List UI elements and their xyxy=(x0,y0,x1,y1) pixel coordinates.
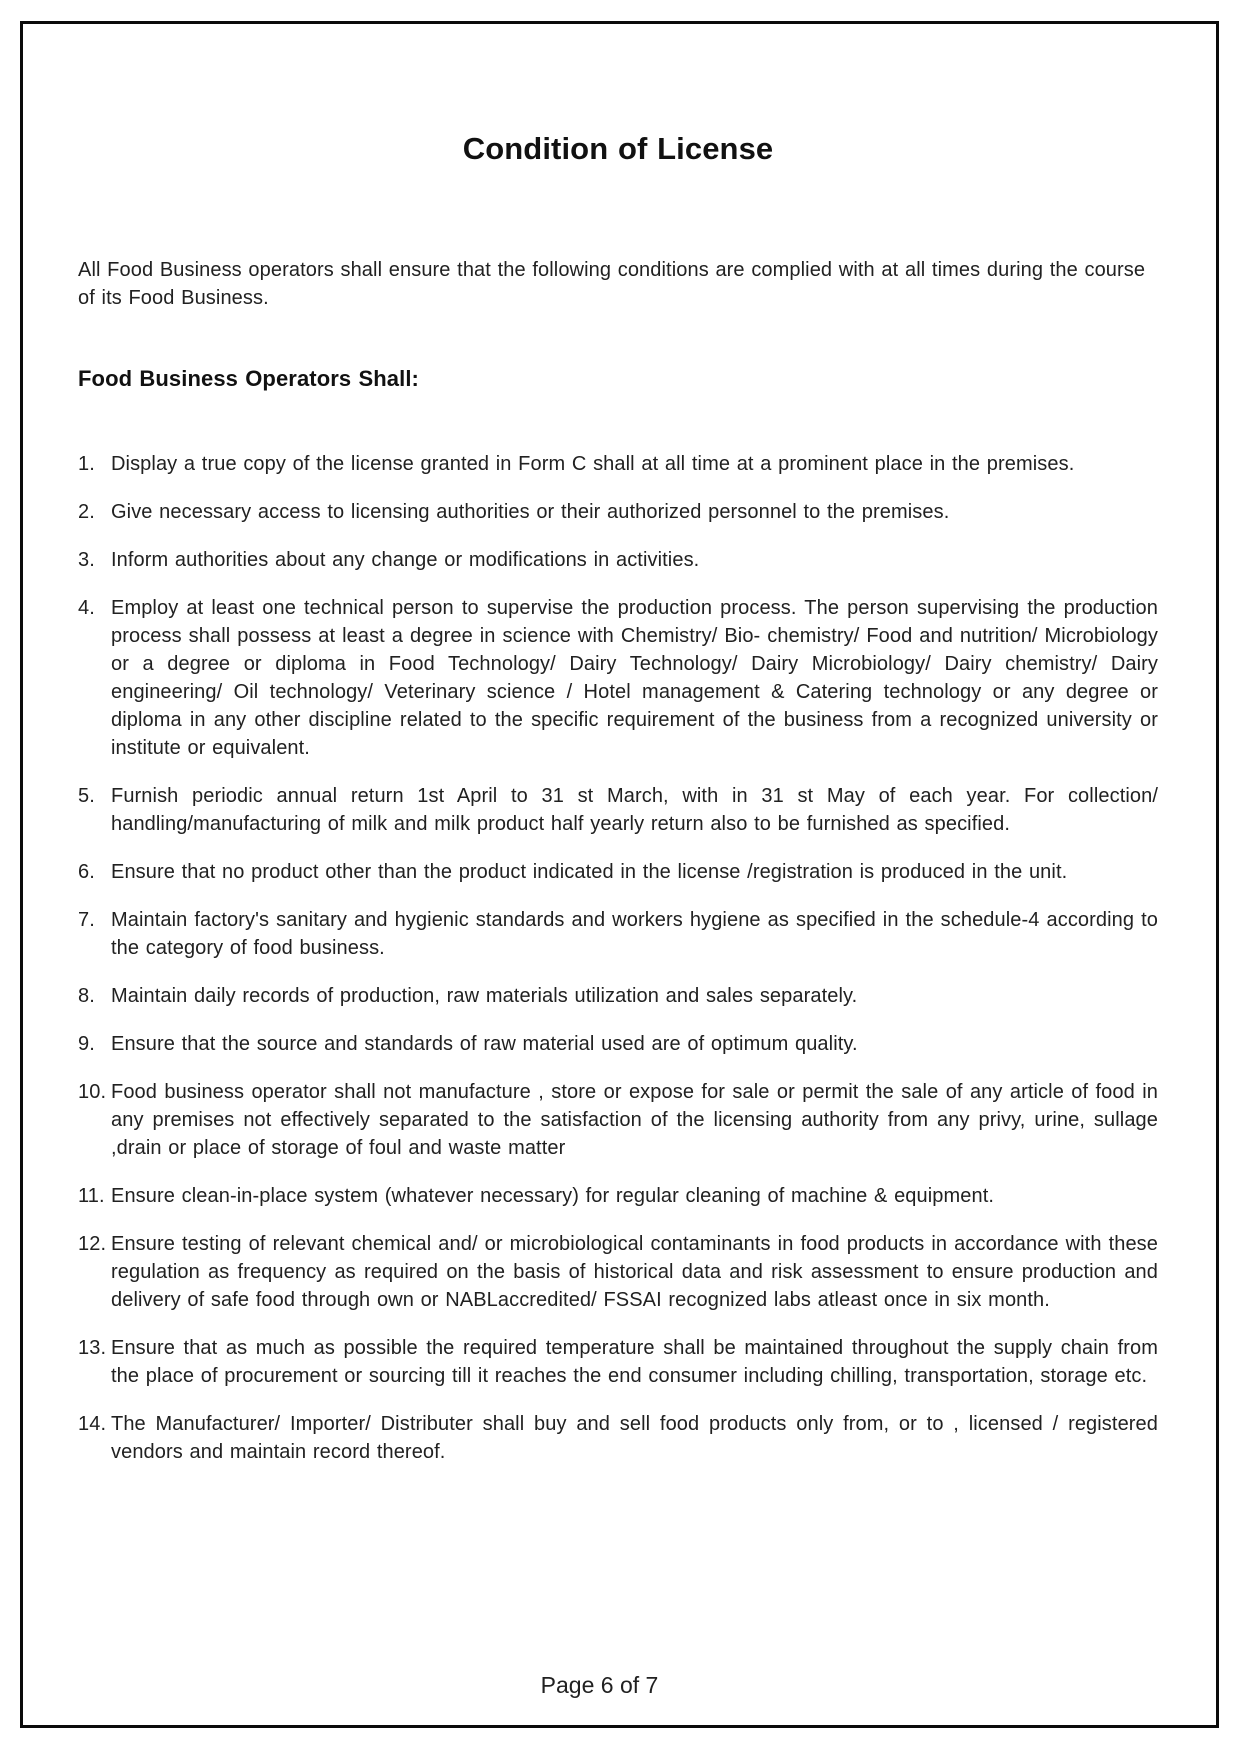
condition-item xyxy=(78,782,1158,838)
item-number xyxy=(78,1334,111,1390)
condition-item xyxy=(78,1078,1158,1162)
item-text: Ensure that the source and standards of raw material used are of optimum quality. xyxy=(111,1033,858,1055)
page-title: Condition of License xyxy=(462,131,774,166)
item-text: Ensure clean-in-place system (whatever necessary) for regular cleaning of machine & equipment. xyxy=(111,1185,995,1207)
condition-item xyxy=(78,1030,1158,1058)
item-text: Display a true copy of the license granted in Form C shall at all time at a prominent place in the premises. xyxy=(111,453,1075,475)
intro-paragraph: All Food Business operators shall ensure that the following conditions are complied with at all times during the course of its Food Business. xyxy=(78,259,1146,309)
item-number xyxy=(78,782,111,838)
item-text: Food business operator shall not manufacture , store or expose for sale or permit the sale of any article of food in any premises not effectively separated to the satisfaction of the licensing authority from any privy, urine, sullage ,drain or place of storage of foul and waste matter xyxy=(111,1081,1158,1159)
condition-item xyxy=(78,1230,1158,1314)
item-number xyxy=(78,906,111,962)
item-number xyxy=(78,498,111,526)
item-number xyxy=(78,858,111,886)
condition-item xyxy=(78,982,1158,1010)
item-number xyxy=(78,546,111,574)
item-number xyxy=(78,1182,111,1210)
item-text: Maintain factory's sanitary and hygienic standards and workers hygiene as specified in the schedule-4 according to the category of food business. xyxy=(111,909,1158,959)
item-text: Ensure that no product other than the product indicated in the license /registration is produced in the unit. xyxy=(111,861,1068,883)
item-text: The Manufacturer/ Importer/ Distributer shall buy and sell food products only from, or to , licensed / registered vendors and maintain record thereof. xyxy=(111,1413,1158,1463)
condition-item xyxy=(78,858,1158,886)
page-number: Page 6 of 7 xyxy=(540,1672,659,1698)
condition-item xyxy=(78,1410,1158,1466)
condition-item xyxy=(78,450,1158,478)
document-content xyxy=(78,0,1158,1486)
condition-item xyxy=(78,906,1158,962)
item-number xyxy=(78,1230,111,1314)
section-heading: Food Business Operators Shall: xyxy=(78,366,419,391)
item-text: Employ at least one technical person to supervise the production process. The person supervising the production process shall possess at least a degree in science with Chemistry/ Bio- chemistry/ Food and nutrition/ Microbiology or a degree or diploma in Food Technology/ Dairy Technology/ Dairy Microbiology/ Dairy chemistry/ Dairy engineering/ Oil technology/ Veterinary science / Hotel management & Catering technology or any degree or diploma in any other discipline related to the specific requirement of the business from a recognized university or institute or equivalent. xyxy=(111,597,1158,759)
condition-item xyxy=(78,546,1158,574)
item-text: Ensure that as much as possible the required temperature shall be maintained throughout the supply chain from the place of procurement or sourcing till it reaches the end consumer including chilling, transportation, storage etc. xyxy=(111,1337,1158,1387)
item-text: Maintain daily records of production, raw materials utilization and sales separately. xyxy=(111,985,858,1007)
condition-item xyxy=(78,594,1158,762)
item-number xyxy=(78,1030,111,1058)
item-number xyxy=(78,450,111,478)
item-number xyxy=(78,1410,111,1466)
item-text: Ensure testing of relevant chemical and/ or microbiological contaminants in food products in accordance with these regulation as frequency as required on the basis of historical data and risk assessment to ensure production and delivery of safe food through own or NABLaccredited/ FSSAI recognized labs atleast once in six month. xyxy=(111,1233,1158,1311)
item-number xyxy=(78,1078,111,1162)
item-text: Give necessary access to licensing authorities or their authorized personnel to the premises. xyxy=(111,501,950,523)
conditions-list xyxy=(78,450,1158,1466)
condition-item xyxy=(78,1334,1158,1390)
condition-item xyxy=(78,1182,1158,1210)
item-number xyxy=(78,982,111,1010)
item-number xyxy=(78,594,111,762)
item-text: Inform authorities about any change or modifications in activities. xyxy=(111,549,700,571)
item-text: Furnish periodic annual return 1st April to 31 st March, with in 31 st May of each year. For collection/ handling/manufacturing of milk and milk product half yearly return also to be furnished as specified. xyxy=(111,785,1158,835)
condition-item xyxy=(78,498,1158,526)
